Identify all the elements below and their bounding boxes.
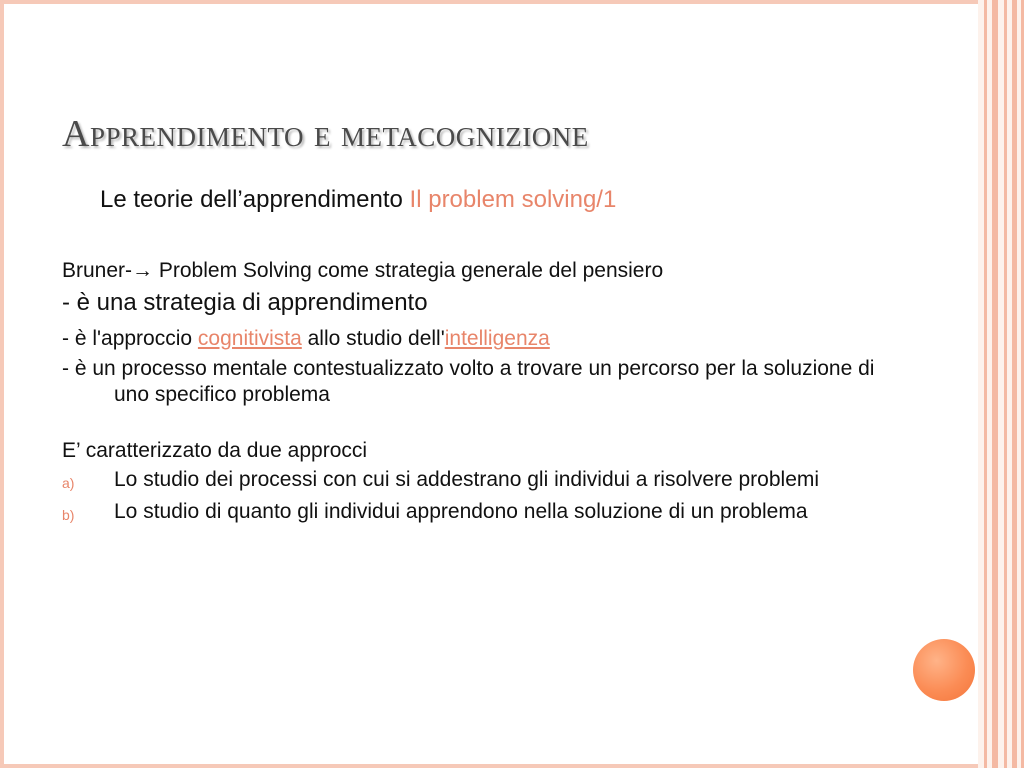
frame-left-border bbox=[0, 0, 4, 768]
list-marker: a) bbox=[62, 475, 75, 491]
spacer bbox=[62, 412, 892, 438]
decorative-stripes bbox=[978, 0, 1024, 768]
list-item bbox=[62, 468, 892, 496]
list-marker: b) bbox=[62, 507, 75, 523]
approach-prefix: - è l'approccio bbox=[62, 327, 198, 350]
arrow-right-icon: → bbox=[132, 259, 154, 282]
list-item bbox=[62, 500, 892, 528]
intelligenza-link[interactable]: intelligenza bbox=[444, 327, 550, 350]
cognitivista-link[interactable]: cognitivista bbox=[197, 327, 302, 350]
frame-bottom-border bbox=[0, 764, 1024, 768]
decorative-circle bbox=[913, 639, 975, 701]
bruner-rest: Problem Solving come strategia generale del pensiero bbox=[153, 259, 664, 282]
slide-title: Apprendimento e metacognizione bbox=[62, 113, 589, 155]
approach-line bbox=[62, 326, 892, 352]
subtitle-accent: Il problem solving/1 bbox=[409, 186, 617, 213]
slide-subtitle bbox=[100, 186, 616, 214]
process-line: - è un processo mentale contestualizzato volto a trovare un percorso per la soluzione di uno specifico problema bbox=[62, 357, 875, 406]
subtitle-lead: Le teorie dell’apprendimento bbox=[100, 186, 410, 213]
characterized-line: E’ caratterizzato da due approcci bbox=[62, 439, 368, 462]
slide-body bbox=[62, 258, 892, 532]
strategy-line: - è una strategia di apprendimento bbox=[62, 289, 428, 316]
approach-mid: allo studio dell' bbox=[301, 327, 445, 350]
bruner-prefix: Bruner- bbox=[62, 259, 133, 282]
list-item-text: Lo studio dei processi con cui si addestrano gli individui a risolvere problemi bbox=[114, 468, 820, 491]
list-item-text: Lo studio di quanto gli individui apprendono nella soluzione di un problema bbox=[114, 500, 808, 523]
frame-top-border bbox=[0, 0, 1024, 4]
bruner-line bbox=[62, 258, 892, 284]
